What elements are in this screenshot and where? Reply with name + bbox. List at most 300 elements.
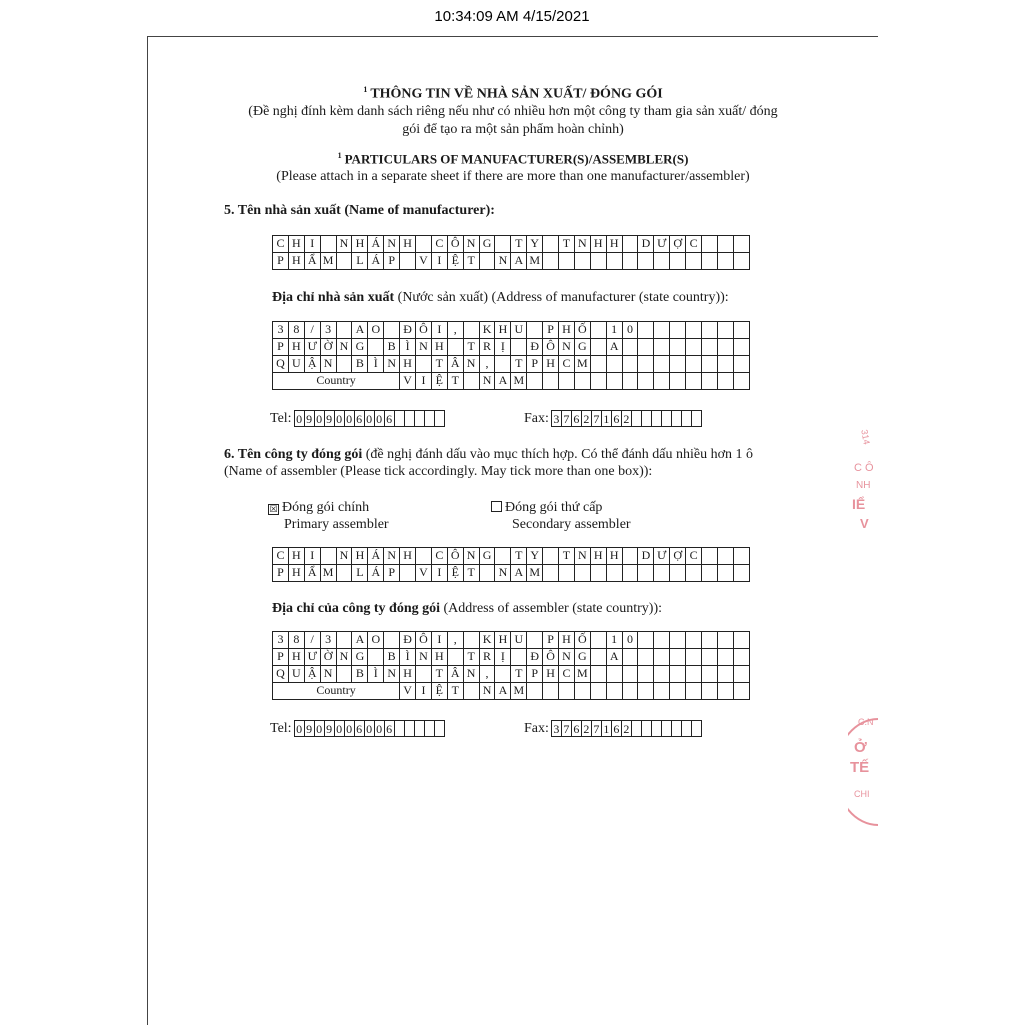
assembler-fax-row (524, 720, 702, 737)
manufacturer-country-cell (559, 373, 575, 390)
assembler-country-cell: V (400, 683, 416, 700)
assembler-address-cell: G (352, 649, 368, 666)
manufacturer-name-cell: Ệ (448, 253, 464, 270)
manufacturer-address-cell (734, 356, 750, 373)
assembler-address-cell: K (480, 632, 496, 649)
assembler-address-cell: 3 (273, 632, 289, 649)
assembler-address-cell: C (559, 666, 575, 683)
manufacturer-name-cell (654, 253, 670, 270)
assembler-name-cell: N (384, 548, 400, 565)
assembler-name-cell: A (511, 565, 527, 582)
assembler-address-cell: Đ (527, 649, 543, 666)
manufacturer-address-cell (702, 322, 718, 339)
assembler-name-cell: C (686, 548, 702, 565)
manufacturer-address-cell: N (337, 339, 353, 356)
assembler-fax-digit-cell: 2 (622, 721, 632, 737)
assembler-address-cell: T (432, 666, 448, 683)
manufacturer-name-cell: P (384, 253, 400, 270)
assembler-name-cell: P (273, 565, 289, 582)
assembler-tel-digit-cell: 6 (355, 721, 365, 737)
manufacturer-name-cell (623, 253, 639, 270)
assembler-address-cell: / (305, 632, 321, 649)
assembler-address-cell (623, 666, 639, 683)
manufacturer-address-cell: H (495, 322, 511, 339)
assembler-tel-digit-cell: 9 (325, 721, 335, 737)
assembler-name-cell: M (321, 565, 337, 582)
assembler-name-cell: N (575, 548, 591, 565)
assembler-address-cell: G (575, 649, 591, 666)
manufacturer-address-cell (718, 322, 734, 339)
manufacturer-address-cell (702, 339, 718, 356)
assembler-name-cell (337, 565, 353, 582)
assembler-address-cell (591, 666, 607, 683)
primary-assembler-checkbox-icon[interactable]: ☒ (269, 504, 278, 514)
assembler-tel-digit-cell (415, 721, 425, 737)
assembler-country-cell (718, 683, 734, 700)
assembler-address-cell: Â (448, 666, 464, 683)
manufacturer-address-cell (591, 339, 607, 356)
assembler-address-cell (527, 632, 543, 649)
assembler-name-cell: V (416, 565, 432, 582)
secondary-assembler-checkbox-icon[interactable] (491, 501, 502, 512)
manufacturer-address-cell: H (543, 356, 559, 373)
manufacturer-name-cell (480, 253, 496, 270)
assembler-address-cell (448, 649, 464, 666)
fax-label: Fax: (524, 720, 549, 736)
assembler-country-cell (575, 683, 591, 700)
assembler-tel-digit-cell (435, 721, 445, 737)
red-seal-stamp-lower: C.N Ở TẾ CHI (848, 717, 878, 837)
manufacturer-name-cell: H (607, 236, 623, 253)
manufacturer-country-cell: M (511, 373, 527, 390)
manufacturer-name-cell: Á (368, 253, 384, 270)
manufacturer-address-cell (623, 356, 639, 373)
manufacturer-name-cell (321, 236, 337, 253)
manufacturer-address-cell (591, 322, 607, 339)
assembler-fax-digit-cell (692, 721, 702, 737)
assembler-address-cell: N (559, 649, 575, 666)
manufacturer-country-cell (670, 373, 686, 390)
manufacturer-tel-digit-cell (415, 411, 425, 427)
manufacturer-address-cell (686, 339, 702, 356)
manufacturer-name-cell (718, 253, 734, 270)
en-title: $^1$ PARTICULARS OF MANUFACTURER(S)/ASSEMBLER(S) (337, 151, 689, 167)
assembler-name-cell: L (352, 565, 368, 582)
assembler-country-cell (686, 683, 702, 700)
manufacturer-fax-digit-cell: 1 (602, 411, 612, 427)
assembler-country-cell (607, 683, 623, 700)
manufacturer-name-cell: M (321, 253, 337, 270)
manufacturer-name-cell (543, 236, 559, 253)
manufacturer-fax-digit-cell: 7 (562, 411, 572, 427)
assembler-address-cell (734, 666, 750, 683)
assembler-name-cell (623, 548, 639, 565)
manufacturer-name-cell (734, 253, 750, 270)
fax-label: Fax: (524, 410, 549, 426)
assembler-fax-digit-cell: 7 (592, 721, 602, 737)
assembler-name-cell: D (638, 548, 654, 565)
assembler-address-cell: Ì (400, 649, 416, 666)
assembler-address-cell: Ố (575, 632, 591, 649)
assembler-name-cell (416, 548, 432, 565)
manufacturer-name-cell: N (575, 236, 591, 253)
assembler-name-cell: H (591, 548, 607, 565)
manufacturer-name-cell: T (559, 236, 575, 253)
tel-label: Tel: (270, 410, 292, 426)
manufacturer-tel-digit-cell: 6 (385, 411, 395, 427)
assembler-address-cell (670, 666, 686, 683)
manufacturer-address-cell: Ì (400, 339, 416, 356)
manufacturer-address-cell (718, 339, 734, 356)
assembler-address-cell: R (480, 649, 496, 666)
manufacturer-name-grid (272, 235, 750, 270)
red-seal-stamp: 314 C Ô NH IỂ V (852, 428, 874, 531)
assembler-address-cell (464, 632, 480, 649)
assembler-address-cell (368, 649, 384, 666)
assembler-address-label: Địa chỉ của công ty đóng gói (Address of assembler (state country)): (272, 601, 662, 616)
manufacturer-address-label: Địa chỉ nhà sản xuất (Nước sản xuất) (Address of manufacturer (state country)): (272, 290, 729, 305)
assembler-address-cell (384, 632, 400, 649)
manufacturer-address-cell: I (432, 322, 448, 339)
manufacturer-country-cell (623, 373, 639, 390)
manufacturer-name-cell: Ợ (670, 236, 686, 253)
assembler-country-cell: M (511, 683, 527, 700)
manufacturer-address-cell: O (368, 322, 384, 339)
manufacturer-address-cell (638, 356, 654, 373)
manufacturer-country-cell (718, 373, 734, 390)
document-page (147, 36, 878, 1025)
assembler-name-cell (734, 565, 750, 582)
assembler-name-cell: Ư (654, 548, 670, 565)
assembler-country-cell (591, 683, 607, 700)
assembler-address-cell (623, 649, 639, 666)
assembler-name-cell (495, 548, 511, 565)
manufacturer-address-cell (654, 339, 670, 356)
manufacturer-address-cell (638, 322, 654, 339)
assembler-address-cell (337, 666, 353, 683)
assembler-address-cell: Đ (400, 632, 416, 649)
manufacturer-address-cell (368, 339, 384, 356)
assembler-tel-digit-cell (405, 721, 415, 737)
assembler-name-grid (272, 547, 750, 582)
manufacturer-tel-digit-cell: 0 (315, 411, 325, 427)
manufacturer-address-cell: Ậ (305, 356, 321, 373)
manufacturer-address-cell: Ị (495, 339, 511, 356)
assembler-address-cell: M (575, 666, 591, 683)
manufacturer-tel-row (270, 410, 445, 427)
assembler-address-cell: , (448, 632, 464, 649)
assembler-country-cell (734, 683, 750, 700)
assembler-fax-digit-cell: 6 (612, 721, 622, 737)
assembler-country-cell: I (416, 683, 432, 700)
assembler-country-cell: A (495, 683, 511, 700)
manufacturer-country-cell (527, 373, 543, 390)
manufacturer-country-cell (654, 373, 670, 390)
manufacturer-address-cell (511, 339, 527, 356)
manufacturer-address-cell (734, 339, 750, 356)
assembler-name-cell: T (464, 565, 480, 582)
manufacturer-tel-digit-cell: 0 (375, 411, 385, 427)
vn-note-line-1: (Đề nghị đính kèm danh sách riêng nếu như có nhiều hơn một công ty tham gia sản xuất/ đóng (248, 104, 778, 119)
manufacturer-address-cell (607, 356, 623, 373)
manufacturer-address-cell: N (464, 356, 480, 373)
manufacturer-country-cell (686, 373, 702, 390)
assembler-address-cell: , (480, 666, 496, 683)
manufacturer-address-cell: U (289, 356, 305, 373)
assembler-address-cell: T (511, 666, 527, 683)
manufacturer-country-cell (638, 373, 654, 390)
manufacturer-tel-digit-cell: 9 (325, 411, 335, 427)
assembler-address-cell (686, 666, 702, 683)
assembler-tel-digit-cell: 6 (385, 721, 395, 737)
manufacturer-name-cell (607, 253, 623, 270)
assembler-address-cell (670, 649, 686, 666)
manufacturer-address-cell (591, 356, 607, 373)
manufacturer-name-cell: H (591, 236, 607, 253)
manufacturer-country-cell (591, 373, 607, 390)
manufacturer-address-cell: , (448, 322, 464, 339)
manufacturer-name-cell (670, 253, 686, 270)
assembler-name-cell: Á (368, 565, 384, 582)
assembler-name-cell (670, 565, 686, 582)
assembler-name-cell (543, 548, 559, 565)
assembler-name-cell (686, 565, 702, 582)
manufacturer-country-cell (543, 373, 559, 390)
assembler-name-cell: N (495, 565, 511, 582)
manufacturer-name-cell: T (511, 236, 527, 253)
assembler-fax-digit-cell (682, 721, 692, 737)
assembler-address-cell (718, 632, 734, 649)
assembler-address-cell (654, 666, 670, 683)
manufacturer-address-cell (670, 356, 686, 373)
manufacturer-address-cell: R (480, 339, 496, 356)
assembler-address-cell (718, 666, 734, 683)
assembler-fax-digit-cell (642, 721, 652, 737)
assembler-country-cell (559, 683, 575, 700)
manufacturer-name-cell: A (511, 253, 527, 270)
assembler-fax-digit-cell: 6 (572, 721, 582, 737)
manufacturer-address-cell: Q (273, 356, 289, 373)
manufacturer-address-cell: Ờ (321, 339, 337, 356)
assembler-name-cell (559, 565, 575, 582)
assembler-name-cell (400, 565, 416, 582)
assembler-name-cell: M (527, 565, 543, 582)
assembler-address-cell: P (273, 649, 289, 666)
manufacturer-address-cell: H (432, 339, 448, 356)
manufacturer-address-cell: G (352, 339, 368, 356)
assembler-tel-row (270, 720, 445, 737)
assembler-fax-digit-cell: 3 (552, 721, 562, 737)
assembler-name-cell: Ẩ (305, 565, 321, 582)
assembler-address-cell: A (352, 632, 368, 649)
assembler-country-cell: T (448, 683, 464, 700)
manufacturer-tel-digit-cell: 0 (365, 411, 375, 427)
manufacturer-name-cell: V (416, 253, 432, 270)
manufacturer-name-cell (591, 253, 607, 270)
manufacturer-address-cell: H (289, 339, 305, 356)
print-timestamp: 10:34:09 AM 4/15/2021 (434, 8, 590, 25)
manufacturer-country-cell (464, 373, 480, 390)
manufacturer-country-cell (734, 373, 750, 390)
manufacturer-tel-digit-cell (435, 411, 445, 427)
assembler-address-cell: N (464, 666, 480, 683)
assembler-country-cell (670, 683, 686, 700)
assembler-address-cell (702, 649, 718, 666)
secondary-assembler-option[interactable]: Đóng gói thứ cấp Secondary assembler (491, 499, 631, 533)
manufacturer-address-cell (702, 356, 718, 373)
manufacturer-address-cell: M (575, 356, 591, 373)
primary-assembler-option[interactable]: ☒ Đóng gói chính Primary assembler (269, 500, 389, 532)
manufacturer-name-cell (702, 236, 718, 253)
manufacturer-country-cell: A (495, 373, 511, 390)
assembler-fax-digit-cell: 2 (582, 721, 592, 737)
manufacturer-name-cell: C (273, 236, 289, 253)
assembler-address-cell: Ô (416, 632, 432, 649)
assembler-name-cell: H (289, 565, 305, 582)
manufacturer-name-cell: N (464, 236, 480, 253)
manufacturer-name-cell (686, 253, 702, 270)
assembler-name-cell: T (559, 548, 575, 565)
assembler-name-cell (321, 548, 337, 565)
assembler-address-cell: B (384, 649, 400, 666)
manufacturer-address-cell (448, 339, 464, 356)
manufacturer-name-cell: H (352, 236, 368, 253)
assembler-address-cell: 3 (321, 632, 337, 649)
manufacturer-address-cell: A (352, 322, 368, 339)
stamp-ring-icon (848, 717, 878, 827)
assembler-address-cell (686, 649, 702, 666)
assembler-fax-grid (551, 720, 702, 737)
assembler-name-cell: G (480, 548, 496, 565)
manufacturer-address-cell: T (464, 339, 480, 356)
manufacturer-address-cell (734, 322, 750, 339)
manufacturer-address-cell: Ì (368, 356, 384, 373)
manufacturer-fax-digit-cell (652, 411, 662, 427)
assembler-name-cell (702, 548, 718, 565)
manufacturer-name-cell: H (289, 253, 305, 270)
manufacturer-address-cell: N (416, 339, 432, 356)
assembler-tel-digit-cell: 0 (375, 721, 385, 737)
manufacturer-name-cell: N (337, 236, 353, 253)
assembler-tel-digit-cell (395, 721, 405, 737)
assembler-name-cell: Ợ (670, 548, 686, 565)
assembler-address-cell: O (368, 632, 384, 649)
assembler-address-cell: H (289, 649, 305, 666)
assembler-country-cell (543, 683, 559, 700)
manufacturer-name-cell: P (273, 253, 289, 270)
assembler-address-cell: P (527, 666, 543, 683)
assembler-country-cell (623, 683, 639, 700)
manufacturer-name-cell: N (384, 236, 400, 253)
assembler-address-cell (734, 649, 750, 666)
manufacturer-address-cell: 1 (607, 322, 623, 339)
assembler-country-cell (464, 683, 480, 700)
manufacturer-country-cell: N (480, 373, 496, 390)
assembler-country-cell: Ệ (432, 683, 448, 700)
manufacturer-fax-digit-cell: 6 (612, 411, 622, 427)
manufacturer-address-cell: B (352, 356, 368, 373)
manufacturer-name-cell (734, 236, 750, 253)
en-note: (Please attach in a separate sheet if there are more than one manufacturer/assembler) (276, 169, 750, 184)
manufacturer-name-cell (638, 253, 654, 270)
assembler-address-cell (654, 632, 670, 649)
assembler-address-cell (686, 632, 702, 649)
manufacturer-name-cell (495, 236, 511, 253)
assembler-address-cell: I (432, 632, 448, 649)
manufacturer-country-cell (575, 373, 591, 390)
assembler-address-cell (638, 649, 654, 666)
manufacturer-address-cell: K (480, 322, 496, 339)
assembler-address-cell (638, 632, 654, 649)
manufacturer-name-cell: M (527, 253, 543, 270)
manufacturer-name-cell (702, 253, 718, 270)
assembler-name-cell (607, 565, 623, 582)
assembler-address-grid (272, 631, 750, 700)
assembler-address-cell: P (543, 632, 559, 649)
manufacturer-name-cell: Y (527, 236, 543, 253)
assembler-country-cell: N (480, 683, 496, 700)
assembler-tel-digit-cell: 0 (345, 721, 355, 737)
section5-heading: 5. Tên nhà sản xuất (Name of manufacturer): (224, 203, 495, 218)
manufacturer-address-cell: Đ (527, 339, 543, 356)
manufacturer-fax-digit-cell (692, 411, 702, 427)
manufacturer-address-cell: N (384, 356, 400, 373)
assembler-address-cell: U (511, 632, 527, 649)
assembler-tel-digit-cell: 9 (305, 721, 315, 737)
manufacturer-fax-row (524, 410, 702, 427)
assembler-name-cell: Ệ (448, 565, 464, 582)
manufacturer-tel-digit-cell: 0 (345, 411, 355, 427)
assembler-address-cell (416, 666, 432, 683)
manufacturer-name-cell: G (480, 236, 496, 253)
manufacturer-address-cell (638, 339, 654, 356)
assembler-address-cell: 8 (289, 632, 305, 649)
manufacturer-fax-digit-cell (672, 411, 682, 427)
assembler-address-cell: U (289, 666, 305, 683)
manufacturer-name-cell: C (686, 236, 702, 253)
assembler-address-cell: H (495, 632, 511, 649)
manufacturer-name-cell: Ô (448, 236, 464, 253)
assembler-name-cell (591, 565, 607, 582)
manufacturer-tel-grid (294, 410, 445, 427)
manufacturer-address-cell (686, 356, 702, 373)
manufacturer-address-cell: G (575, 339, 591, 356)
assembler-name-cell (575, 565, 591, 582)
assembler-name-cell (480, 565, 496, 582)
manufacturer-name-cell (543, 253, 559, 270)
manufacturer-name-cell: Á (368, 236, 384, 253)
manufacturer-address-cell: Â (448, 356, 464, 373)
assembler-name-cell (638, 565, 654, 582)
manufacturer-address-cell (464, 322, 480, 339)
assembler-tel-digit-cell: 0 (295, 721, 305, 737)
assembler-fax-digit-cell: 7 (562, 721, 572, 737)
manufacturer-fax-digit-cell (682, 411, 692, 427)
manufacturer-address-cell: Ô (543, 339, 559, 356)
assembler-address-cell: Ư (305, 649, 321, 666)
manufacturer-fax-grid (551, 410, 702, 427)
assembler-tel-grid (294, 720, 445, 737)
assembler-address-cell: Ô (543, 649, 559, 666)
manufacturer-country-cell: I (416, 373, 432, 390)
manufacturer-address-cell: Đ (400, 322, 416, 339)
manufacturer-fax-digit-cell: 6 (572, 411, 582, 427)
assembler-name-cell (543, 565, 559, 582)
assembler-address-cell: N (321, 666, 337, 683)
manufacturer-address-cell: N (559, 339, 575, 356)
manufacturer-name-cell (575, 253, 591, 270)
manufacturer-address-cell: 8 (289, 322, 305, 339)
